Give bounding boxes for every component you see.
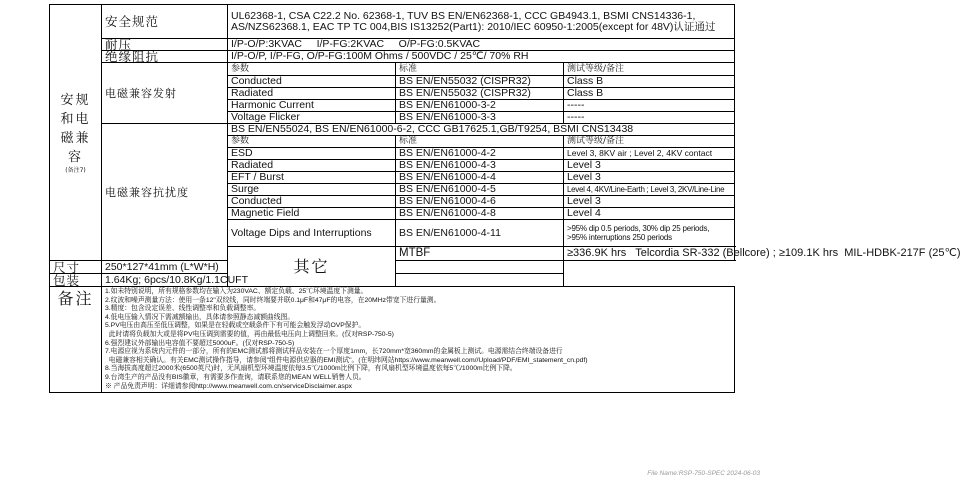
note-line: 5.PV电压由高压至低压调整，如果是在轻载或空载条件下有可能会触发浮动OVP保护。 (105, 322, 366, 330)
mtbf-value: ≥336.9K hrs Telcordia SR-332 (Bellcore) ; ≥109.1K hrs MIL-HDBK-217F (25℃) (564, 247, 735, 261)
emission-param: Harmonic Current (228, 100, 396, 112)
emission-header-param: 参数 (228, 63, 396, 76)
emission-header-standard: 标准 (396, 63, 564, 76)
immunity-level: Level 4, 4KV/Line-Earth ; Level 3, 2KV/Line-Line (564, 184, 735, 196)
emc-immunity-label: 电磁兼容抗扰度 (102, 124, 228, 261)
emission-standard: BS EN/EN61000-3-2 (396, 100, 564, 112)
emission-level: ----- (564, 100, 735, 112)
immunity-level: Level 3 (564, 160, 735, 172)
immunity-standard: BS EN/EN61000-4-2 (396, 148, 564, 160)
immunity-level: Level 4 (564, 208, 735, 220)
spec-table (49, 4, 961, 393)
emission-level: Class B (564, 88, 735, 100)
immunity-level-line: >95% interruptions 250 periods (567, 233, 672, 242)
immunity-standard: BS EN/EN61000-4-11 (396, 220, 564, 247)
immunity-param: Radiated (228, 160, 396, 172)
immunity-param: Surge (228, 184, 396, 196)
note-line: 8.当海拔高度超过2000米(6500英尺)时，无风扇机型环境温度依每3.5℃/1000m比例下降，有风扇机型环境温度依每5℃/1000m比例下降。 (105, 365, 517, 373)
mtbf-label: MTBF (396, 247, 564, 261)
immunity-standard: BS EN/EN61000-4-3 (396, 160, 564, 172)
dimension-label: 尺寸 (50, 261, 102, 274)
withstand-voltage-label: 耐压 (102, 39, 228, 51)
emission-level: Class B (564, 76, 735, 88)
emission-level: ----- (564, 112, 735, 124)
note-line: 电磁兼容相关确认。有关EMC测试操作指导，请参阅"组件电源供应器的EMI测试"。(在明纬网站https://www.meanwell.com//Upload/PDF/EMI_statement_cn.pdf) (105, 356, 588, 364)
immunity-header-param: 参数 (228, 136, 396, 148)
safety-standards-line-2: AS/NZS62368.1, EAC TP TC 004,BIS IS13252(Part1): 2010/IEC 60950-1:2005(except for 48V)认证通过 (231, 20, 716, 33)
note-line: 2.纹波和噪声测量方法：使用一条12"双绞线，同时终端要并联0.1μF和47μF的电容，在20MHz带宽下进行量测。 (105, 296, 441, 304)
immunity-summary: BS EN/EN55024, BS EN/EN61000-6-2, CCC GB17625.1,GB/T9254, BSMI CNS13438 (228, 124, 735, 136)
emission-param: Voltage Flicker (228, 112, 396, 124)
immunity-standard: BS EN/EN61000-4-4 (396, 172, 564, 184)
note-line: 3.精度：包含设定误差、线性调整率和负载调整率。 (105, 305, 261, 313)
dimension-value: 250*127*41mm (L*W*H) (102, 261, 564, 274)
safety-standards-line-1: UL62368-1, CSA C22.2 No. 62368-1, TUV BS EN/EN62368-1, CCC GB4943.1, BSMI CNS14336-1, (231, 9, 696, 22)
file-name-footer: File Name:RSP-750-SPEC 2024-06-03 (647, 470, 760, 477)
note-line: ※ 产品免责声明：详细请参阅http://www.meanwell.com.cn/serviceDisclaimer.aspx (105, 382, 353, 390)
category-safety-emc-label: 安规和电磁兼容 (60, 92, 91, 165)
immunity-header-level: 测试等级/备注 (564, 136, 735, 148)
safety-standards-label: 安全规范 (102, 5, 228, 39)
packing-value: 1.64Kg; 6pcs/10.8Kg/1.1CUFT (102, 274, 564, 287)
emission-header-level: 测试等级/备注 (564, 63, 735, 76)
emission-standard: BS EN/EN61000-3-3 (396, 112, 564, 124)
immunity-level: Level 3 (564, 172, 735, 184)
isolation-resistance-label: 绝缘阻抗 (102, 51, 228, 63)
immunity-header-standard: 标准 (396, 136, 564, 148)
immunity-level: Level 3, 8KV air ; Level 2, 4KV contact (564, 148, 735, 160)
immunity-level (564, 220, 735, 247)
note-line: 9.台湾生产的产品没有BIS徽章，有需要多作查询，请联系您的MEAN WELL销售人员。 (105, 373, 366, 381)
immunity-param: Voltage Dips and Interruptions (228, 220, 396, 247)
category-safety-emc (50, 5, 102, 261)
note-line: 1.如未特别说明，所有规格参数均在输入为230VAC、额定负载、25℃环境温度下测量。 (105, 288, 368, 295)
immunity-standard: BS EN/EN61000-4-8 (396, 208, 564, 220)
note-line: 此时请将负载加大或是将PV电压调到需要的值，再由最低电压向上调整回来。(仅对RSP-750-5) (105, 330, 394, 338)
note-line: 7.电源应视为系统内元件的一部分，所有的EMC测试都将测试样品安装在一个厚度1mm，长720mm*宽360mm的金属板上测试。电源需结合终端设备进行 (105, 348, 563, 356)
immunity-param: Magnetic Field (228, 208, 396, 220)
emission-standard: BS EN/EN55032 (CISPR32) (396, 76, 564, 88)
note-line: 4.低电压输入情况下需减额输出，具体请参照静态减额曲线图。 (105, 313, 295, 321)
immunity-level-line: >95% dip 0.5 periods, 30% dip 25 periods, (567, 224, 710, 233)
notes-block (102, 287, 735, 393)
immunity-level: Level 3 (564, 196, 735, 208)
emc-emission-label: 电磁兼容发射 (102, 63, 228, 124)
packing-label: 包装 (50, 274, 102, 287)
emission-param: Radiated (228, 88, 396, 100)
immunity-param: EFT / Burst (228, 172, 396, 184)
note-line: 6.强烈建议外部输出电容值不要超过5000uF。(仅对RSP-750-5) (105, 339, 295, 347)
immunity-param: ESD (228, 148, 396, 160)
immunity-param: Conducted (228, 196, 396, 208)
emission-param: Conducted (228, 76, 396, 88)
withstand-voltage-value: I/P-O/P:3KVAC I/P-FG:2KVAC O/P-FG:0.5KVAC (228, 39, 735, 51)
emission-standard: BS EN/EN55032 (CISPR32) (396, 88, 564, 100)
category-others: 其它 (228, 247, 396, 287)
safety-standards-value (228, 5, 735, 39)
category-note: (备注7) (65, 166, 86, 174)
category-notes: 备注 (50, 287, 102, 393)
isolation-resistance-value: I/P-O/P, I/P-FG, O/P-FG:100M Ohms / 500VDC / 25℃/ 70% RH (228, 51, 735, 63)
immunity-standard: BS EN/EN61000-4-5 (396, 184, 564, 196)
immunity-standard: BS EN/EN61000-4-6 (396, 196, 564, 208)
